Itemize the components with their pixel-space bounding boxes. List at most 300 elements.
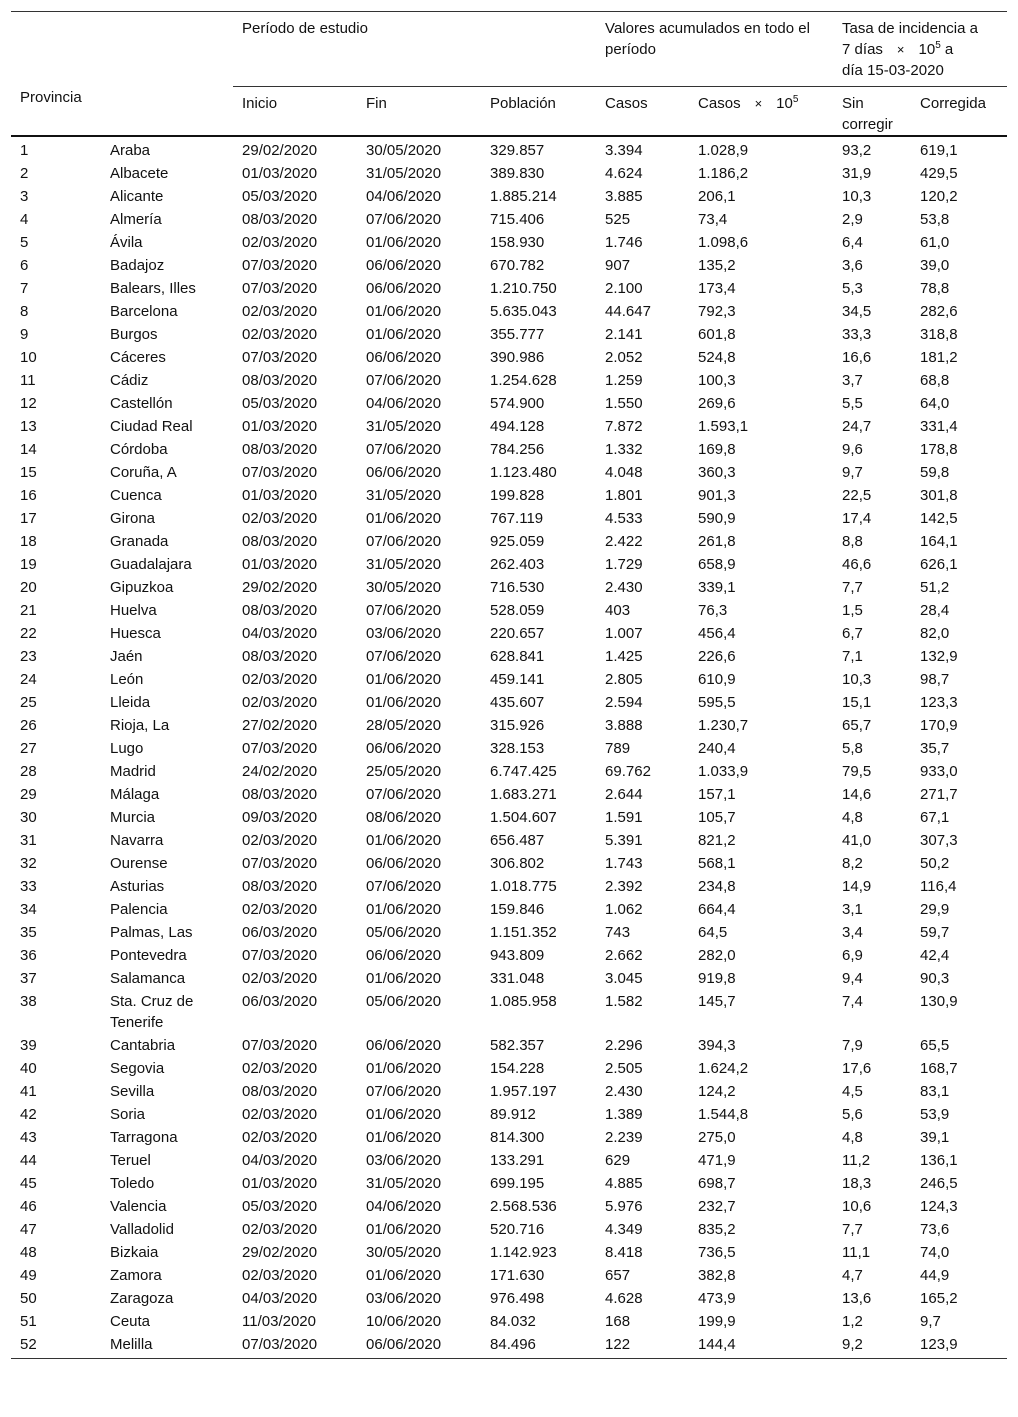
table-row <box>11 645 1007 668</box>
province-cell: Rioja, La <box>110 717 170 734</box>
province-cell: Badajoz <box>110 257 165 274</box>
cases-rate-cell: 226,6 <box>698 648 736 665</box>
rate-corrected-cell: 28,4 <box>920 602 950 619</box>
start-date-cell: 02/03/2020 <box>242 510 318 527</box>
cases-cell: 122 <box>596 1333 689 1359</box>
table-row <box>11 737 1007 760</box>
cases-rate-cell: 610,9 <box>698 671 736 688</box>
rate-corrected-cell: 120,2 <box>920 188 958 205</box>
rate-corrected-cell: 301,8 <box>920 487 958 504</box>
province-cell: Bizkaia <box>110 1244 159 1261</box>
table-row <box>11 852 1007 875</box>
province-cell: Palmas, Las <box>110 924 193 941</box>
rate-uncorrected-cell: 13,6 <box>842 1290 872 1307</box>
province-cell: Cuenca <box>110 487 162 504</box>
end-date-cell: 06/06/2020 <box>357 1333 481 1359</box>
rate-corrected-cell: 123,9 <box>911 1333 1007 1359</box>
rate-uncorrected-cell: 3,4 <box>842 924 863 941</box>
end-date-cell: 01/06/2020 <box>366 1129 442 1146</box>
start-date-cell: 29/02/2020 <box>242 142 318 159</box>
population-cell: 582.357 <box>490 1037 545 1054</box>
start-date-cell: 02/03/2020 <box>242 694 318 711</box>
cases-rate-cell: 590,9 <box>698 510 736 527</box>
start-date-cell: 08/03/2020 <box>242 1083 318 1100</box>
cases-cell: 2.100 <box>605 280 643 297</box>
table-row <box>11 783 1007 806</box>
cases-cell: 2.430 <box>605 579 643 596</box>
end-date-cell: 06/06/2020 <box>366 740 442 757</box>
row-number-cell: 43 <box>20 1129 37 1146</box>
rate-corrected-cell: 271,7 <box>920 786 958 803</box>
province-cell: León <box>110 671 144 688</box>
header-sin-corregir: Sin corregir <box>833 87 911 137</box>
rate-uncorrected-cell: 93,2 <box>842 142 872 159</box>
end-date-cell: 01/06/2020 <box>366 1221 442 1238</box>
rate-corrected-cell: 164,1 <box>920 533 958 550</box>
rate-corrected-cell: 116,4 <box>920 878 957 895</box>
row-number-cell: 26 <box>20 717 37 734</box>
cases-rate-cell: 275,0 <box>698 1129 736 1146</box>
cases-rate-cell: 1.593,1 <box>698 418 749 435</box>
province-cell: Ciudad Real <box>110 418 193 435</box>
population-cell: 84.496 <box>481 1333 596 1359</box>
cases-cell: 3.394 <box>605 142 643 159</box>
end-date-cell: 07/06/2020 <box>366 648 442 665</box>
start-date-cell: 02/03/2020 <box>242 234 318 251</box>
rate-corrected-cell: 74,0 <box>920 1244 950 1261</box>
cases-rate-cell: 382,8 <box>698 1267 736 1284</box>
table-row <box>11 806 1007 829</box>
table-row <box>11 231 1007 254</box>
end-date-cell: 07/06/2020 <box>366 372 442 389</box>
rate-uncorrected-cell: 4,8 <box>842 809 863 826</box>
end-date-cell: 07/06/2020 <box>366 533 442 550</box>
table-row <box>11 530 1007 553</box>
rate-uncorrected-cell: 3,6 <box>842 257 863 274</box>
rate-uncorrected-cell: 24,7 <box>842 418 872 435</box>
cases-rate-cell: 360,3 <box>698 464 736 481</box>
end-date-cell: 05/06/2020 <box>366 924 442 941</box>
cases-cell: 3.888 <box>605 717 643 734</box>
population-cell: 435.607 <box>490 694 545 711</box>
table-row <box>11 323 1007 346</box>
rate-corrected-cell: 68,8 <box>920 372 950 389</box>
row-number-cell: 8 <box>20 303 29 320</box>
end-date-cell: 03/06/2020 <box>366 1290 442 1307</box>
population-cell: 328.153 <box>490 740 545 757</box>
table-row <box>11 208 1007 231</box>
table-row <box>11 576 1007 599</box>
rate-uncorrected-cell: 41,0 <box>842 832 872 849</box>
rate-uncorrected-cell: 9,4 <box>842 970 863 987</box>
start-date-cell: 02/03/2020 <box>242 1221 318 1238</box>
cases-cell: 2.505 <box>605 1060 643 1077</box>
province-cell: Palencia <box>110 901 168 918</box>
row-number-cell: 9 <box>20 326 29 343</box>
end-date-cell: 07/06/2020 <box>366 878 442 895</box>
start-date-cell: 07/03/2020 <box>242 855 318 872</box>
row-number-cell: 37 <box>20 970 37 987</box>
row-number-cell: 24 <box>20 671 37 688</box>
start-date-cell: 08/03/2020 <box>242 372 318 389</box>
cases-cell: 1.425 <box>605 648 643 665</box>
cases-rate-cell: 157,1 <box>698 786 736 803</box>
rate-uncorrected-cell: 6,9 <box>842 947 863 964</box>
start-date-cell: 02/03/2020 <box>242 1106 318 1123</box>
end-date-cell: 01/06/2020 <box>366 671 442 688</box>
start-date-cell: 07/03/2020 <box>233 1333 357 1359</box>
start-date-cell: 02/03/2020 <box>242 832 318 849</box>
end-date-cell: 01/06/2020 <box>366 901 442 918</box>
rate-uncorrected-cell: 5,3 <box>842 280 863 297</box>
cases-rate-cell: 664,4 <box>698 901 736 918</box>
rate-corrected-cell: 67,1 <box>920 809 950 826</box>
cases-cell: 1.743 <box>605 855 643 872</box>
population-cell: 767.119 <box>490 510 544 527</box>
end-date-cell: 30/05/2020 <box>366 579 442 596</box>
row-number-cell: 46 <box>20 1198 37 1215</box>
table-row <box>11 392 1007 415</box>
row-number-cell: 2 <box>20 165 29 182</box>
cases-cell: 1.007 <box>605 625 643 642</box>
table-row <box>11 714 1007 737</box>
rate-uncorrected-cell: 46,6 <box>842 556 872 573</box>
header-casos-rate <box>689 87 833 137</box>
population-cell: 2.568.536 <box>490 1198 557 1215</box>
population-cell: 355.777 <box>490 326 545 343</box>
cases-cell: 44.647 <box>605 303 651 320</box>
cases-cell: 1.389 <box>605 1106 643 1123</box>
start-date-cell: 07/03/2020 <box>242 349 318 366</box>
cases-cell: 403 <box>605 602 631 619</box>
row-number-cell: 1 <box>20 142 29 159</box>
cases-cell: 2.422 <box>605 533 643 550</box>
rate-corrected-cell: 933,0 <box>920 763 958 780</box>
population-cell: 154.228 <box>490 1060 545 1077</box>
header-valores: Valores acumulados en todo el período <box>596 12 833 87</box>
province-cell: Gipuzkoa <box>110 579 174 596</box>
end-date-cell: 07/06/2020 <box>366 441 442 458</box>
start-date-cell: 01/03/2020 <box>242 487 318 504</box>
population-cell: 329.857 <box>490 142 545 159</box>
row-number-cell: 3 <box>20 188 29 205</box>
row-number-cell: 36 <box>20 947 37 964</box>
start-date-cell: 27/02/2020 <box>242 717 318 734</box>
rate-uncorrected-cell: 4,7 <box>842 1267 863 1284</box>
rate-uncorrected-cell: 3,1 <box>842 901 863 918</box>
rate-corrected-cell: 39,0 <box>920 257 950 274</box>
start-date-cell: 07/03/2020 <box>242 464 318 481</box>
province-cell: Madrid <box>110 763 156 780</box>
rate-corrected-cell: 78,8 <box>920 280 950 297</box>
cases-rate-cell: 901,3 <box>698 487 736 504</box>
end-date-cell: 30/05/2020 <box>366 1244 442 1261</box>
start-date-cell: 07/03/2020 <box>242 257 318 274</box>
table-row <box>11 254 1007 277</box>
population-cell: 1.142.923 <box>490 1244 557 1261</box>
table-row <box>11 944 1007 967</box>
row-number-cell: 11 <box>20 372 36 389</box>
end-date-cell: 25/05/2020 <box>366 763 442 780</box>
table-row <box>11 691 1007 714</box>
province-cell: Almería <box>110 211 162 228</box>
table-row <box>11 1172 1007 1195</box>
table-row <box>11 668 1007 691</box>
cases-rate-cell: 1.230,7 <box>698 717 749 734</box>
rate-corrected-cell: 124,3 <box>920 1198 958 1215</box>
population-cell: 159.846 <box>490 901 545 918</box>
table-row <box>11 1264 1007 1287</box>
table-row <box>11 967 1007 990</box>
province-cell: Araba <box>110 142 151 159</box>
population-cell: 315.926 <box>490 717 545 734</box>
cases-rate-cell: 473,9 <box>698 1290 736 1307</box>
province-cell: Lugo <box>110 740 144 757</box>
cases-cell: 168 <box>605 1313 631 1330</box>
rate-corrected-cell: 165,2 <box>920 1290 958 1307</box>
start-date-cell: 29/02/2020 <box>242 1244 318 1261</box>
end-date-cell: 03/06/2020 <box>366 1152 442 1169</box>
province-cell: Coruña, A <box>110 464 177 481</box>
cases-cell: 629 <box>605 1152 631 1169</box>
province-cell: Alicante <box>110 188 164 205</box>
rate-corrected-cell: 170,9 <box>920 717 958 734</box>
province-cell: Tarragona <box>110 1129 178 1146</box>
cases-cell: 4.048 <box>605 464 643 481</box>
rate-corrected-cell: 132,9 <box>920 648 958 665</box>
row-number-cell: 27 <box>20 740 37 757</box>
start-date-cell: 07/03/2020 <box>242 947 318 964</box>
end-date-cell: 06/06/2020 <box>366 947 442 964</box>
rate-corrected-cell: 53,8 <box>920 211 950 228</box>
row-number-cell: 4 <box>20 211 29 228</box>
row-number-cell: 38 <box>20 993 37 1010</box>
end-date-cell: 31/05/2020 <box>366 1175 442 1192</box>
province-cell: Burgos <box>110 326 158 343</box>
table-row <box>11 1034 1007 1057</box>
table-row <box>11 553 1007 576</box>
start-date-cell: 08/03/2020 <box>242 211 318 228</box>
table-row <box>11 898 1007 921</box>
population-cell: 699.195 <box>490 1175 545 1192</box>
end-date-cell: 05/06/2020 <box>366 993 442 1010</box>
header-poblacion: Población <box>481 87 596 137</box>
population-cell: 158.930 <box>490 234 545 251</box>
row-number-cell: 29 <box>20 786 37 803</box>
end-date-cell: 06/06/2020 <box>366 464 442 481</box>
rate-uncorrected-cell: 10,6 <box>842 1198 872 1215</box>
cases-cell: 8.418 <box>605 1244 643 1261</box>
cases-rate-cell: 76,3 <box>698 602 728 619</box>
province-cell: Cádiz <box>110 372 149 389</box>
rate-uncorrected-cell: 17,4 <box>842 510 872 527</box>
tasa-exp: 5 <box>935 40 941 51</box>
cases-rate-cell: 1.028,9 <box>698 142 749 159</box>
rate-uncorrected-cell: 14,9 <box>842 878 872 895</box>
table-row <box>11 277 1007 300</box>
population-cell: 1.123.480 <box>490 464 557 481</box>
province-cell: Lleida <box>110 694 151 711</box>
row-number-cell: 47 <box>20 1221 37 1238</box>
population-cell: 1.683.271 <box>490 786 557 803</box>
tasa-base: 10 <box>918 41 936 58</box>
row-number-cell: 48 <box>20 1244 37 1261</box>
rate-corrected-cell: 59,8 <box>920 464 950 481</box>
province-cell: Albacete <box>110 165 169 182</box>
cases-cell: 1.582 <box>605 993 643 1010</box>
start-date-cell: 02/03/2020 <box>242 901 318 918</box>
rate-uncorrected-cell: 11,2 <box>842 1152 871 1169</box>
population-cell: 262.403 <box>490 556 545 573</box>
cases-rate-cell: 169,8 <box>698 441 736 458</box>
start-date-cell: 11/03/2020 <box>242 1313 316 1330</box>
cases-rate-cell: 524,8 <box>698 349 736 366</box>
tasa-line1: Tasa de incidencia a <box>842 20 978 37</box>
population-cell: 171.630 <box>490 1267 545 1284</box>
cases-rate-cell: 282,0 <box>698 947 736 964</box>
rate-uncorrected-cell: 8,2 <box>842 855 863 872</box>
row-number-cell: 42 <box>20 1106 37 1123</box>
rate-uncorrected-cell: 9,6 <box>842 441 863 458</box>
start-date-cell: 08/03/2020 <box>242 878 318 895</box>
province-cell: Sevilla <box>110 1083 155 1100</box>
start-date-cell: 04/03/2020 <box>242 1290 318 1307</box>
rate-uncorrected-cell: 7,9 <box>842 1037 863 1054</box>
rate-corrected-cell: 282,6 <box>920 303 958 320</box>
population-cell: 574.900 <box>490 395 545 412</box>
start-date-cell: 01/03/2020 <box>242 165 318 182</box>
start-date-cell: 02/03/2020 <box>242 970 318 987</box>
rate-corrected-cell: 59,7 <box>920 924 950 941</box>
rate-corrected-cell: 429,5 <box>920 165 958 182</box>
province-cell: Teruel <box>110 1152 151 1169</box>
province-cell: Guadalajara <box>110 556 192 573</box>
start-date-cell: 06/03/2020 <box>242 924 318 941</box>
start-date-cell: 08/03/2020 <box>242 441 318 458</box>
table-row <box>11 1103 1007 1126</box>
province-cell: Huelva <box>110 602 157 619</box>
start-date-cell: 24/02/2020 <box>242 763 318 780</box>
table-row <box>11 484 1007 507</box>
province-cell: Valencia <box>110 1198 167 1215</box>
cases-cell: 7.872 <box>605 418 643 435</box>
cases-rate-cell: 698,7 <box>698 1175 736 1192</box>
population-cell: 306.802 <box>490 855 545 872</box>
header-tasa <box>833 12 1007 87</box>
start-date-cell: 02/03/2020 <box>242 671 318 688</box>
cases-cell: 743 <box>605 924 631 941</box>
table-row <box>11 1241 1007 1264</box>
end-date-cell: 31/05/2020 <box>366 556 442 573</box>
table-row <box>11 346 1007 369</box>
table-row <box>11 1080 1007 1103</box>
end-date-cell: 07/06/2020 <box>366 211 442 228</box>
tasa-days: 7 días <box>842 41 883 58</box>
rate-corrected-cell: 35,7 <box>920 740 950 757</box>
table-row <box>11 622 1007 645</box>
row-number-cell: 22 <box>20 625 37 642</box>
table-row <box>11 1126 1007 1149</box>
rate-corrected-cell: 83,1 <box>920 1083 950 1100</box>
table-row <box>11 829 1007 852</box>
rate-corrected-cell: 246,5 <box>920 1175 958 1192</box>
cases-cell: 4.349 <box>605 1221 643 1238</box>
cases-rate-cell: 919,8 <box>698 970 736 987</box>
province-cell: Zaragoza <box>110 1290 174 1307</box>
cases-rate-cell: 658,9 <box>698 556 736 573</box>
rate-uncorrected-cell: 3,7 <box>842 372 863 389</box>
cases-rate-cell: 471,9 <box>698 1152 736 1169</box>
cases-rate-cell: 456,4 <box>698 625 736 642</box>
table-row <box>11 415 1007 438</box>
population-cell: 716.530 <box>490 579 545 596</box>
header-fin: Fin <box>357 87 481 137</box>
population-cell: 976.498 <box>490 1290 545 1307</box>
row-number-cell: 7 <box>20 280 29 297</box>
rate-uncorrected-cell: 16,6 <box>842 349 872 366</box>
end-date-cell: 28/05/2020 <box>366 717 442 734</box>
table-row <box>11 1195 1007 1218</box>
row-number-cell: 30 <box>20 809 37 826</box>
rate-uncorrected-cell: 79,5 <box>842 763 872 780</box>
rate-uncorrected-cell: 9,7 <box>842 464 863 481</box>
province-cell: Cantabria <box>110 1037 176 1054</box>
population-cell: 628.841 <box>490 648 545 665</box>
cases-rate-cell: 568,1 <box>698 855 736 872</box>
cases-rate-cell: 232,7 <box>698 1198 736 1215</box>
start-date-cell: 07/03/2020 <box>242 1037 318 1054</box>
cases-rate-cell: 199,9 <box>698 1313 736 1330</box>
start-date-cell: 05/03/2020 <box>242 1198 318 1215</box>
row-number-cell: 21 <box>20 602 37 619</box>
rate-corrected-cell: 64,0 <box>920 395 950 412</box>
row-number-cell: 31 <box>20 832 37 849</box>
tasa-times: × <box>896 42 905 57</box>
row-number-cell: 41 <box>20 1083 37 1100</box>
start-date-cell: 02/03/2020 <box>242 1060 318 1077</box>
rate-uncorrected-cell: 33,3 <box>842 326 872 343</box>
cases-cell: 5.391 <box>605 832 643 849</box>
rate-uncorrected-cell: 1,5 <box>842 602 863 619</box>
cases-cell: 3.045 <box>605 970 643 987</box>
table-row <box>11 921 1007 944</box>
province-cell: Ávila <box>110 234 143 251</box>
table-row <box>11 1149 1007 1172</box>
start-date-cell: 06/03/2020 <box>242 993 318 1010</box>
table-row <box>11 185 1007 208</box>
start-date-cell: 02/03/2020 <box>242 303 318 320</box>
header-periodo: Período de estudio <box>233 12 596 87</box>
population-cell: 715.406 <box>490 211 545 228</box>
rate-corrected-cell: 39,1 <box>920 1129 950 1146</box>
cases-cell: 1.550 <box>605 395 643 412</box>
cases-cell: 1.591 <box>605 809 643 826</box>
table-row <box>11 1333 1007 1359</box>
row-number-cell: 6 <box>20 257 29 274</box>
rate-uncorrected-cell: 5,5 <box>842 395 863 412</box>
row-number-cell: 25 <box>20 694 37 711</box>
row-number-cell: 34 <box>20 901 37 918</box>
rate-uncorrected-cell: 7,1 <box>842 648 863 665</box>
table-row <box>11 438 1007 461</box>
cases-rate-cell: 736,5 <box>698 1244 736 1261</box>
cases-cell: 69.762 <box>605 763 651 780</box>
rate-corrected-cell: 90,3 <box>920 970 950 987</box>
end-date-cell: 01/06/2020 <box>366 1267 442 1284</box>
rate-uncorrected-cell: 7,7 <box>842 1221 863 1238</box>
row-number-cell: 20 <box>20 579 37 596</box>
rate-uncorrected-cell: 18,3 <box>842 1175 872 1192</box>
